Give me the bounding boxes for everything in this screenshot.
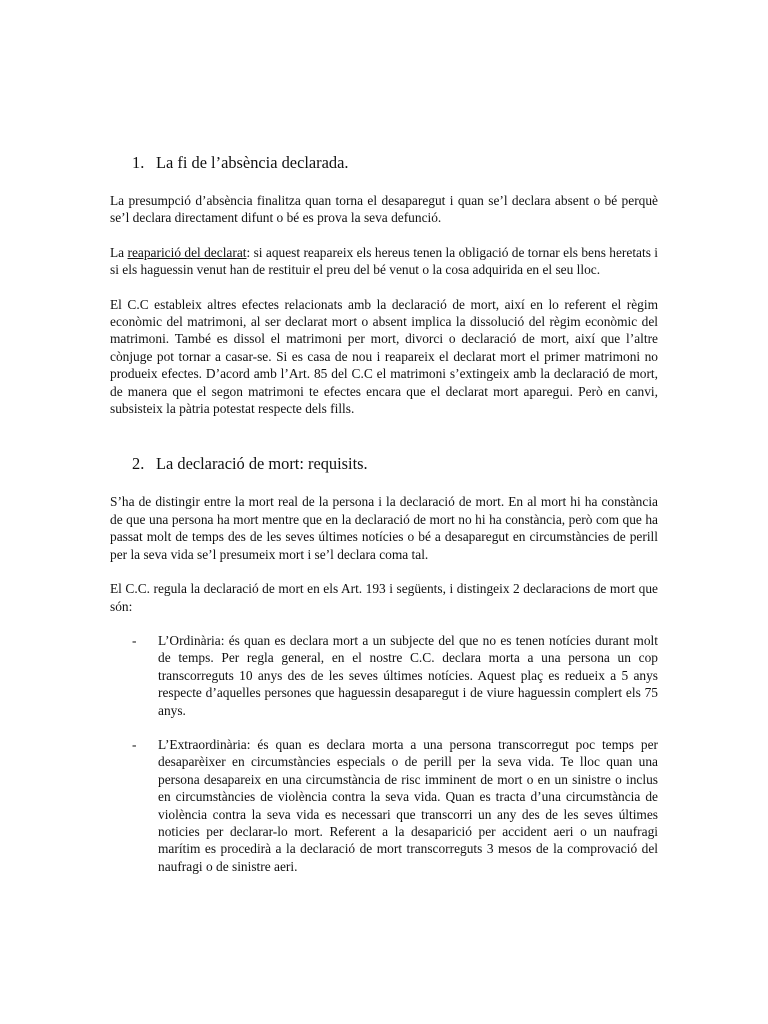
section-1-paragraph-2 xyxy=(110,244,658,279)
declaration-types-list xyxy=(110,632,658,875)
paragraph-rest: : si aquest reapareix els hereus tenen la obligació de tornar els bens heretats i si els haguessin venut han de restituir el preu del bé venut o la cosa adquirida en el seu lloc. xyxy=(110,244,659,278)
section-2-number: 2. xyxy=(132,454,145,474)
paragraph-prefix: La xyxy=(110,244,128,260)
section-1-number: 1. xyxy=(132,153,145,172)
list-item xyxy=(110,736,658,875)
list-bullet: - xyxy=(132,632,137,648)
section-2-title: La declaració de mort: requisits. xyxy=(156,454,368,474)
underlined-term: reaparició del declarat xyxy=(127,244,247,260)
list-bullet: - xyxy=(132,736,137,752)
section-1-heading xyxy=(110,152,658,174)
section-2-heading xyxy=(110,453,658,475)
list-item xyxy=(110,632,658,719)
section-2-paragraph-1: S’ha de distingir entre la mort real de la persona i la declaració de mort. En al mort hi ha constància de que una persona ha mort mentre que en la declaració de mort no hi ha constància, però com que ha passat molt de temps des de les seves últimes notícies o bé a desaparegut en circumstàncies de perill per la seva vida se’l presumeix mort i se’l declara coma tal. xyxy=(110,494,658,562)
section-2-paragraph-2: El C.C. regula la declaració de mort en els Art. 193 i següents, i distingeix 2 declaracions de mort que són: xyxy=(110,581,658,614)
document-body xyxy=(110,152,658,892)
list-item-text: L’Ordinària: és quan es declara mort a un subjecte del que no es tenen notícies durant molt de temps. Per regla general, en el nostre C.C. declara morta a una persona un cop transcorreguts 10 anys des de les seves últimes notícies. Aquest plaç es redueix a 5 anys respecte d’aquelles persones que haguessin desaparegut i de viure haguessin complert els 75 anys. xyxy=(158,632,658,718)
list-item-text: L’Extraordinària: és quan es declara morta a una persona transcorregut poc temps per desaparèixer en circumstàncies especials o de perill per la seva vida. Te lloc quan una persona desapareix en una circumstància de risc imminent de mort o en un sinistre o inclus en circumstàncies de violència contra la seva vida. Quan es tracta d’una circumstància de violència contra la seva vida es necessari que transcorri un any des de les seves últimes noticies per declarar-lo mort. Referent a la desaparició per accident aeri o un naufragi marítim es procedirà a la declaració de mort transcorreguts 3 mesos de la comprovació del naufragi o de sinistre aeri. xyxy=(158,736,658,874)
section-1-paragraph-1: La presumpció d’absència finalitza quan torna el desaparegut i quan se’l declara absent o bé perquè se’l declara directament difunt o bé es prova la seva defunció. xyxy=(110,193,658,226)
section-1-paragraph-3: El C.C estableix altres efectes relacionats amb la declaració de mort, així en lo referent el règim econòmic del matrimoni, al ser declarat mort o absent implica la dissolució del règim econòmic del matrimoni. També es dissol el matrimoni per mort, divorci o declaració de mort, així que l’altre cònjuge pot tornar a casar-se. Si es casa de nou i reapareix el declarat mort el primer matrimoni no produeix efectes. D’acord amb l’Art. 85 del C.C el matrimoni s’extingeix amb la declaració de mort, de manera que el segon matrimoni te efectes encara que el declarat mort aparegui. Però en canvi, subsisteix la pàtria potestat respecte dels fills. xyxy=(110,296,658,417)
section-1-title: La fi de l’absència declarada. xyxy=(156,153,349,172)
